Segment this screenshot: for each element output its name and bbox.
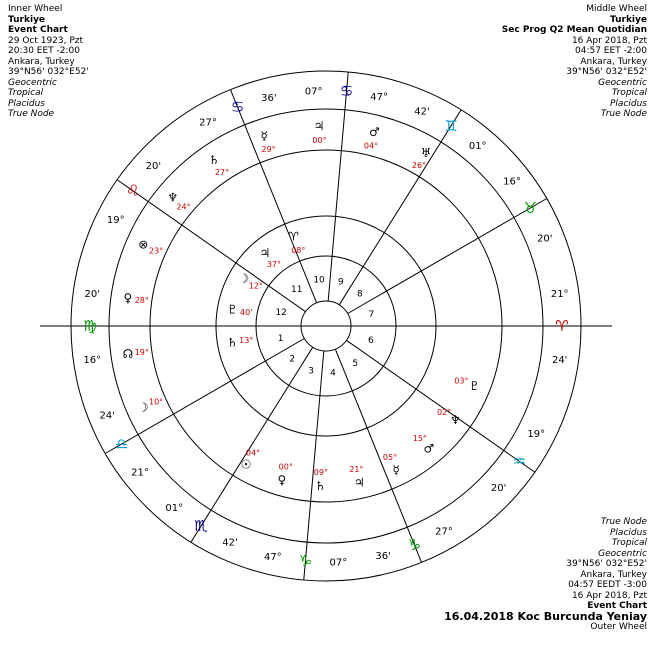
zodiac-sign-glyph: ♋ [230,98,245,117]
outer-wheel-setting: True Node [600,517,647,527]
planet-glyph: ☽ [238,271,250,286]
cusp-line [328,72,348,301]
outer-wheel-label: Outer Wheel [590,622,647,632]
planet-degree: 21° [349,464,364,474]
cusp-minute: 01° [468,141,487,153]
middle-wheel-date: 16 Apr 2018, Pzt [571,35,647,46]
planet-degree: 05° [382,453,398,463]
planet-glyph: ♅ [420,145,432,160]
planet-glyph: ♂ [369,124,380,139]
cusp-minute: 47° [370,92,388,104]
cusp-degree: 19° [527,429,546,441]
inner-wheel-chart-type: Event Chart [8,25,68,35]
house-cusp-lines [40,72,612,580]
cusp-minute: 36' [375,550,391,562]
cusp-degree: 27° [199,117,217,129]
middle-wheel-setting: Placidus [610,98,647,109]
outer-wheel-coords: 39°N56' 032°E52' [566,559,647,569]
planet-degree: 00° [312,136,327,146]
planet-degree: 40' [240,307,253,317]
planet-degree: 15° [412,433,427,443]
middle-wheel-setting: True Node [600,109,647,119]
house-number: 12 [275,307,287,318]
middle-wheel-setting: Geocentric [598,77,647,88]
outer-wheel-setting: Tropical [611,538,647,548]
cusp-degree: 19° [106,214,125,226]
inner-wheel-time: 20:30 EET -2:00 [8,46,80,56]
planet-glyph: ♀ [277,472,287,487]
planet-degree: 19° [134,347,149,357]
zodiac-sign-glyph: ♌ [125,181,140,200]
inner-wheel-setting: Tropical [8,88,44,98]
outer-wheel-place: Ankara, Turkey [580,569,647,580]
house-number: 3 [308,366,314,377]
middle-wheel-label: Middle Wheel [586,4,647,14]
planet-glyph: ♄ [208,153,220,168]
house-number: 7 [368,309,375,320]
zodiac-sign-glyph: ♍ [83,317,97,335]
planet-glyph: ☿ [392,462,400,477]
cusp-minute: 20' [537,233,553,245]
house-number: 4 [330,368,336,379]
inner-wheel-setting: Placidus [8,98,45,109]
zodiac-sign-glyph: ♒ [512,452,527,471]
house-number: 6 [367,336,374,347]
middle-wheel-time: 04:57 EET -2:00 [575,46,647,56]
cusp-line [348,199,547,314]
planet-glyph: ♃ [313,119,325,134]
house-number: 2 [289,354,296,365]
cusp-minute: 47° [264,551,282,563]
planet-glyph: ♇ [227,302,238,317]
cusp-minute: 24' [99,410,115,422]
cusp-line [346,340,534,472]
house-number: 8 [356,289,363,300]
outer-wheel-name: 16.04.2018 Koc Burcunda Yeniay [444,609,647,623]
planet-degree: 10° [148,397,164,407]
planet-glyph: ☉ [240,457,252,472]
outer-wheel-setting: Placidus [610,527,647,538]
cusp-line [339,110,461,305]
house-number: 5 [352,358,359,369]
cusp-degree: 21° [550,289,569,301]
planet-degree: 28° [134,296,149,306]
house-numbers [275,276,374,379]
planet-degree: 12° [248,281,263,291]
house-number: 11 [291,285,303,296]
zodiac-sign-glyph: ♉ [523,199,538,217]
planet-degree: 26° [411,160,427,170]
cusp-degree: 27° [435,526,453,538]
outer-wheel-time: 04:57 EEDT -3:00 [568,580,647,590]
planet-glyph: ☽ [137,400,149,415]
planet-glyph: ♄ [315,478,326,493]
planet-glyph: ⊗ [138,237,149,252]
zodiac-sign-glyph: ♑ [298,552,313,571]
planet-degree: 13° [239,336,254,346]
planet-glyph: ♈ [288,229,299,244]
inner-wheel-setting: Geocentric [8,77,57,88]
planet-degree: 29° [261,145,276,155]
cusp-degree: 16° [83,354,102,366]
cusp-minute: 20' [490,482,507,494]
zodiac-sign-glyph: ♋ [339,81,354,100]
planet-glyph: ♇ [468,378,480,393]
inner-wheel-name: Turkiye [8,14,46,25]
middle-wheel-chart-type: Sec Prog Q2 Mean Quotidian [501,25,647,35]
planet-degree: 37° [266,259,282,269]
cusp-degree: 07° [304,86,323,98]
cusp-degree: 07° [329,557,348,569]
planet-glyphs [122,116,480,493]
cusp-minute: 20' [145,161,162,173]
inner-wheel-setting: True Node [8,109,55,119]
planet-degree: 23° [148,246,164,256]
cusp-minute: 36' [261,93,277,105]
planet-glyph: ♀ [123,291,133,306]
cusp-minute: 20' [84,289,101,301]
zodiac-sign-glyph: ♑ [407,535,422,554]
cusp-degree: 42' [222,537,238,549]
zodiac-sign-glyph: ♈ [555,317,569,335]
middle-wheel-name: Turkiye [609,14,647,25]
planet-glyph: ☿ [260,128,268,143]
zodiac-sign-glyph: ♊ [444,116,458,135]
planet-degree: 09° [313,467,328,477]
inner-wheel-place: Ankara, Turkey [8,56,75,67]
planet-glyph: ♆ [450,413,461,428]
cusp-minute: 01° [165,502,184,514]
planet-degree: 27° [214,167,230,177]
outer-wheel-setting: Geocentric [598,548,647,559]
planet-degree: 03° [454,376,469,386]
cusp-line [191,347,313,542]
planet-glyph: ♃ [353,475,365,490]
house-number: 1 [277,334,284,345]
planet-glyph: ☊ [122,346,134,361]
zodiac-sign-glyph: ♏ [194,517,208,536]
planet-glyph: ♄ [227,335,238,350]
planet-degree: 04° [363,141,379,151]
planet-degree: 04° [245,448,261,458]
cusp-line [304,351,324,580]
planet-glyph: ♂ [423,441,435,456]
planet-degree: 24° [176,202,191,212]
planet-degree: 08° [291,245,306,255]
zodiac-sign-glyph: ♎ [114,435,129,453]
cusp-degree: 42' [414,106,430,118]
middle-wheel-coords: 39°N56' 032°E52' [566,67,647,77]
inner-wheel-label: Inner Wheel [8,4,63,14]
middle-wheel-place: Ankara, Turkey [580,56,647,67]
outer-wheel-date: 16 Apr 2018, Pzt [571,590,647,601]
cusp-degree: 21° [131,467,149,479]
planet-glyph: ♃ [259,246,271,261]
outer-wheel-chart-type: Event Chart [587,601,647,611]
cusp-minute: 24' [551,354,568,366]
house-number: 10 [313,275,325,286]
middle-wheel-setting: Tropical [611,88,647,98]
planet-degree: 00° [278,462,293,472]
house-number: 9 [338,277,344,288]
inner-wheel-date: 29 Oct 1923, Pzt [8,35,84,46]
planet-glyph: ♆ [167,190,179,205]
cusp-line [335,349,421,562]
planet-degree: 02° [437,407,452,417]
cusp-degree: 16° [503,176,521,188]
inner-wheel-coords: 39°N56' 032°E52' [8,67,89,77]
